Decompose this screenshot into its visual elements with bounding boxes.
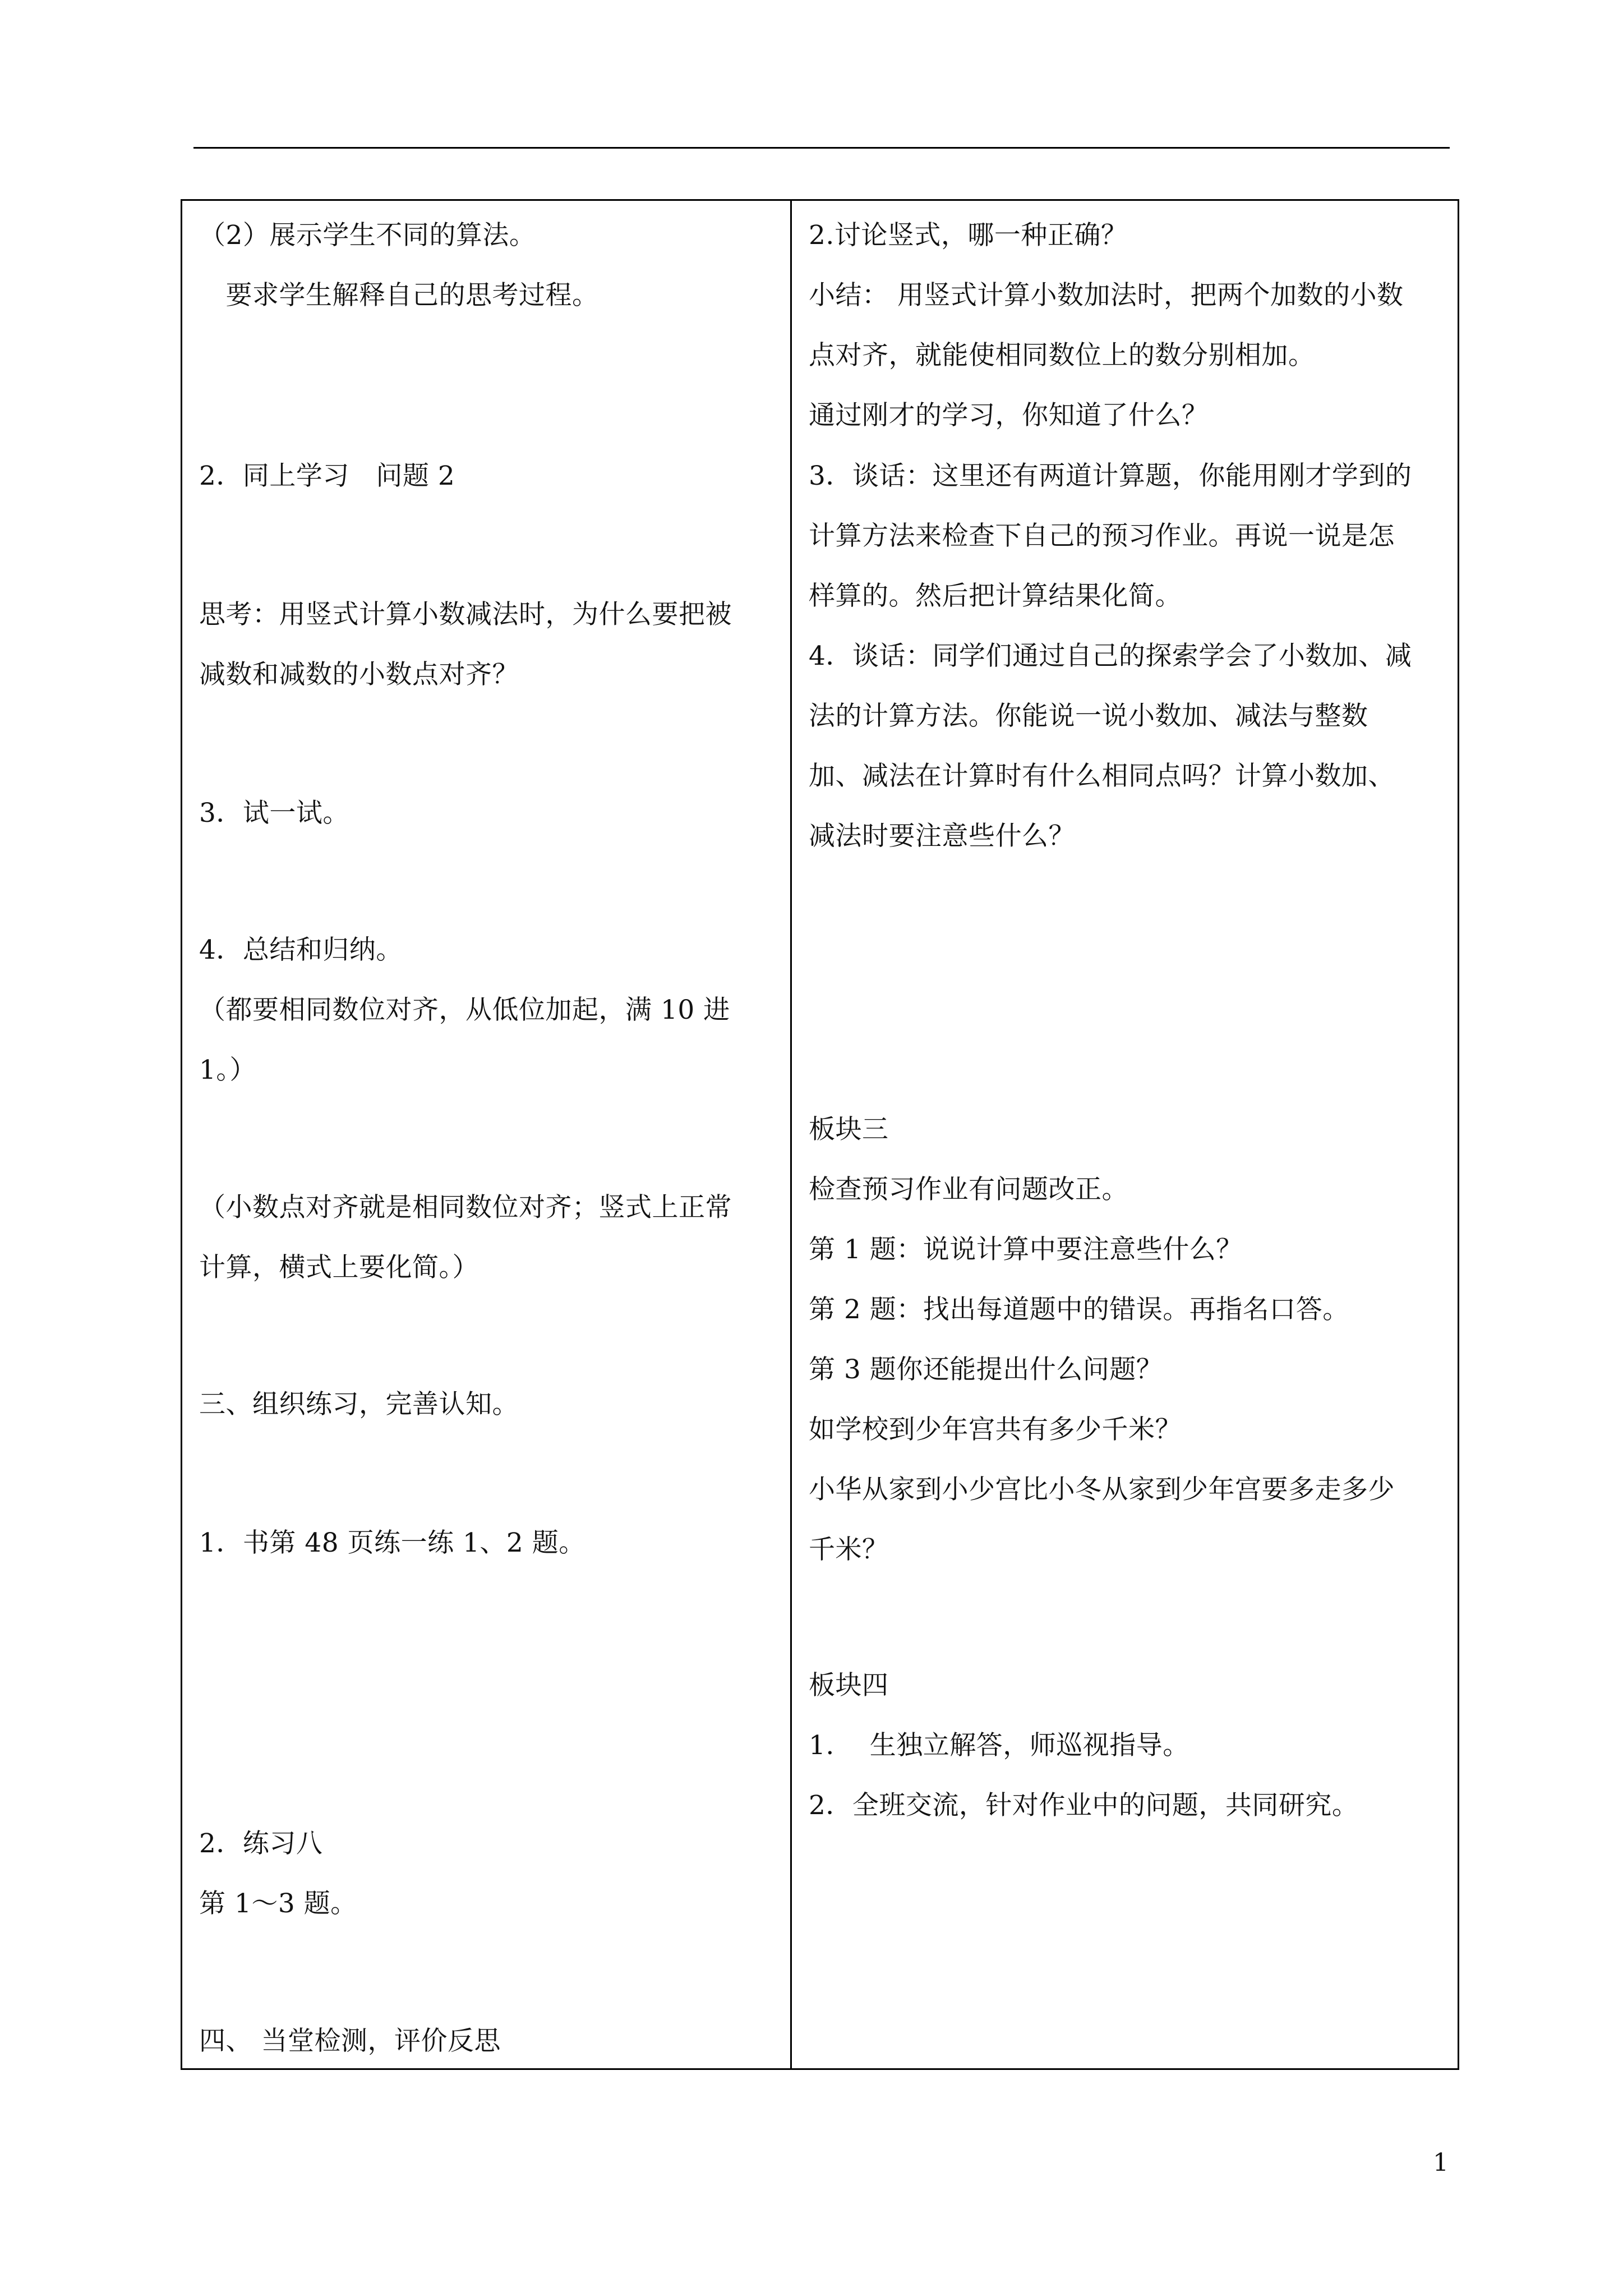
left-line: 4．总结和归纳。 [199,935,403,965]
right-line: 板块四 [809,1670,889,1701]
right-line: 千米？ [809,1534,889,1565]
left-line: 1．书第 48 页练一练 1、2 题。 [199,1527,585,1558]
lesson-table [181,199,1459,2070]
right-line: 板块三 [809,1114,889,1145]
left-line: 1。） [199,1055,256,1085]
left-line: （小数点对齐就是相同数位对齐；竖式上正常 [199,1192,732,1223]
right-line: 第 3 题你还能提出什么问题？ [809,1354,1163,1385]
right-line: 2．全班交流，针对作业中的问题，共同研究。 [809,1790,1359,1821]
right-line: 计算方法来检查下自己的预习作业。再说一说是怎 [809,521,1395,551]
left-line: 2．同上学习 问题 2 [199,461,455,491]
right-line: 小结： 用竖式计算小数加法时，把两个加数的小数 [809,280,1404,311]
right-line: 4．谈话：同学们通过自己的探索学会了小数加、减 [809,641,1412,671]
right-line: 加、减法在计算时有什么相同点吗？计算小数加、 [809,761,1395,792]
right-line: 2.讨论竖式，哪一种正确？ [809,220,1128,251]
right-line: 3．谈话：这里还有两道计算题，你能用刚才学到的 [809,461,1412,491]
left-line: 四、 当堂检测，评价反思 [199,2026,501,2056]
right-line: 第 1 题：说说计算中要注意些什么？ [809,1234,1243,1265]
right-line: 如学校到少年宫共有多少千米？ [809,1414,1182,1445]
left-line: 思考：用竖式计算小数减法时，为什么要把被 [199,599,732,630]
right-line: 小华从家到小少宫比小冬从家到少年宫要多走多少 [809,1474,1395,1505]
left-line: 计算，横式上要化简。） [199,1252,479,1283]
page-number: 1 [1433,2148,1449,2177]
header-rule [193,147,1450,149]
right-line: 减法时要注意些什么？ [809,821,1075,852]
right-line: 法的计算方法。你能说一说小数加、减法与整数 [809,701,1368,731]
left-line: 3．试一试。 [199,798,349,829]
left-line: 2．练习八 [199,1828,323,1859]
left-line: 三、组织练习，完善认知。 [199,1389,519,1420]
right-column [792,201,1459,2068]
right-line: 检查预习作业有问题改正。 [809,1174,1128,1205]
left-line: 要求学生解释自己的思考过程。 [199,280,599,311]
right-line: 点对齐，就能使相同数位上的数分别相加。 [809,340,1315,371]
right-line: 样算的。然后把计算结果化简。 [809,581,1182,611]
left-line: 减数和减数的小数点对齐？ [199,659,519,690]
right-line: 第 2 题：找出每道题中的错误。再指名口答。 [809,1294,1349,1325]
right-line: 1. 生独立解答，师巡视指导。 [809,1730,1189,1761]
left-line: （都要相同数位对齐，从低位加起，满 10 进 [199,995,730,1025]
right-line: 通过刚才的学习，你知道了什么？ [809,400,1209,431]
left-column [182,201,790,2068]
left-line: （2）展示学生不同的算法。 [199,220,536,251]
left-line: 第 1～3 题。 [199,1888,357,1919]
